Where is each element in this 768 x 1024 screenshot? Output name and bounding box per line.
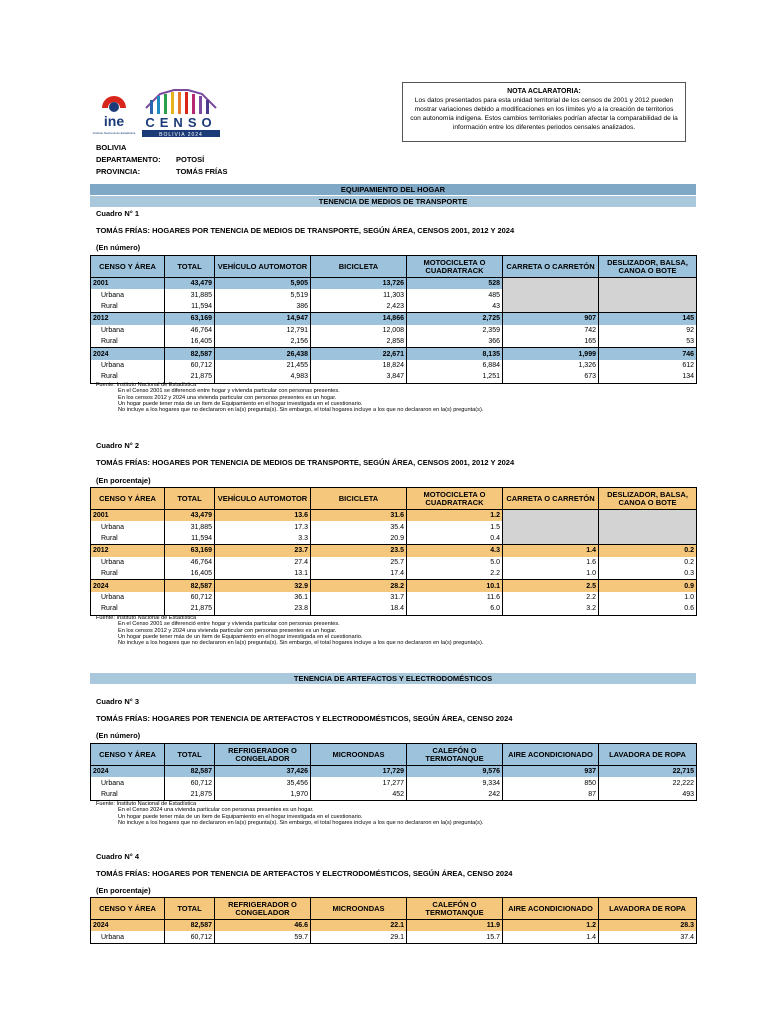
column-header: CARRETA O CARRETÓN [503, 488, 599, 510]
table-cell: 35.4 [311, 521, 407, 532]
table-cell: 25.7 [311, 557, 407, 568]
table-cell: 1,999 [503, 348, 599, 360]
table-cell: 2,725 [407, 313, 503, 325]
table-cell: 1,326 [503, 360, 599, 371]
table-cell: 16,405 [165, 336, 215, 348]
table-cell: 2024 [91, 348, 165, 360]
table-cell: Rural [91, 789, 165, 801]
table-cell: 60,712 [165, 592, 215, 603]
table-cell: 8,135 [407, 348, 503, 360]
table-cell [503, 278, 599, 290]
table-cell [503, 533, 599, 545]
table-cell: 15.7 [407, 931, 503, 943]
table-cell: 22.1 [311, 920, 407, 932]
table-cell: 17,277 [311, 777, 407, 788]
table-cell: 36.1 [215, 592, 311, 603]
table-group-row [91, 766, 697, 778]
column-header: TOTAL [165, 898, 215, 920]
column-header: CENSO Y ÁREA [91, 898, 165, 920]
ine-logo-text: ine [103, 113, 125, 129]
table-transport-percent [90, 487, 697, 616]
column-header: LAVADORA DE ROPA [599, 898, 697, 920]
table-cell: 82,587 [165, 920, 215, 932]
table-cell: 746 [599, 348, 697, 360]
table-row [91, 336, 697, 348]
table-cell: 87 [503, 789, 599, 801]
table-cell: 28.3 [599, 920, 697, 932]
table-appliances-number [90, 743, 697, 801]
table-cell: 2024 [91, 580, 165, 592]
table-cell: 14,866 [311, 313, 407, 325]
table-row [91, 931, 697, 943]
table-cell: 1.2 [503, 920, 599, 932]
table-cell: 16,405 [165, 568, 215, 580]
column-header: CENSO Y ÁREA [91, 744, 165, 766]
table-cell: 4,983 [215, 371, 311, 383]
table-cell: 10.1 [407, 580, 503, 592]
footnote-line: Un hogar puede tener más de un ítem de Equipamiento en el hogar investigada en el cuestionario. [118, 813, 363, 820]
cuadro-4-label: Cuadro N° 4 [96, 852, 140, 861]
table-cell: 21,875 [165, 789, 215, 801]
ine-logo-subtext: Instituto Nacional de Estadística [92, 131, 136, 135]
section-band-equipment: EQUIPAMIENTO DEL HOGAR [90, 184, 696, 195]
table-cell: 43,479 [165, 278, 215, 290]
footnote-line: Fuente: Instituto Nacional de Estadística [96, 615, 197, 621]
table-cell: Urbana [91, 777, 165, 788]
table-cell: 2024 [91, 766, 165, 778]
table-cell: 937 [503, 766, 599, 778]
table-cell: 2012 [91, 545, 165, 557]
table-cell [599, 278, 697, 290]
table-cell: 2,423 [311, 301, 407, 313]
table-cell: Urbana [91, 360, 165, 371]
table-cell: 11.9 [407, 920, 503, 932]
table-cell [599, 521, 697, 532]
column-header: VEHÍCULO AUTOMOTOR [215, 488, 311, 510]
cuadro-2-label: Cuadro N° 2 [96, 441, 140, 450]
table-cell: 6,884 [407, 360, 503, 371]
cuadro-1-title: TOMÁS FRÍAS: HOGARES POR TENENCIA DE MEDIOS DE TRANSPORTE, SEGÚN ÁREA, CENSOS 2001, 2012 Y 2024 [96, 226, 515, 235]
table-row [91, 521, 697, 532]
table-cell: 14,947 [215, 313, 311, 325]
table-cell: 23.7 [215, 545, 311, 557]
cuadro-3-unit: (En número) [96, 731, 141, 740]
cuadro-3-label: Cuadro N° 3 [96, 697, 140, 706]
column-header: MICROONDAS [311, 898, 407, 920]
column-header: DESLIZADOR, BALSA, CANOA O BOTE [599, 488, 697, 510]
table-cell: 46.6 [215, 920, 311, 932]
table-cell: 485 [407, 289, 503, 300]
column-header: TOTAL [165, 744, 215, 766]
table-cell: 46,764 [165, 557, 215, 568]
table-cell: Rural [91, 533, 165, 545]
footnote-line: En el Censo 2001 se diferenció entre hogar y vivienda particular con personas presentes. [118, 621, 340, 628]
table-cell: Rural [91, 301, 165, 313]
table-cell: 850 [503, 777, 599, 788]
table-cell: 452 [311, 789, 407, 801]
table-cell: 493 [599, 789, 697, 801]
table-cell: 32.9 [215, 580, 311, 592]
column-header: TOTAL [165, 256, 215, 278]
table-cell: 26,438 [215, 348, 311, 360]
censo-logo [140, 86, 222, 138]
footnote-appliances [96, 801, 483, 826]
table-cell: 28.2 [311, 580, 407, 592]
footnote-line: Un hogar puede tener más de un ítem de Equipamiento en el hogar investigada en el cuestionario. [118, 633, 363, 640]
section-band-appliances: TENENCIA DE ARTEFACTOS Y ELECTRODOMÉSTICOS [90, 673, 696, 684]
column-header: BICICLETA [311, 488, 407, 510]
table-cell: 23.5 [311, 545, 407, 557]
table-cell: 2001 [91, 278, 165, 290]
column-header: AIRE ACONDICIONADO [503, 744, 599, 766]
table-cell: 2024 [91, 920, 165, 932]
table-cell: 5,519 [215, 289, 311, 300]
location-header [96, 142, 228, 178]
table-cell: 31.6 [311, 510, 407, 522]
footnote-line: En el Censo 2024 una vivienda particular con personas presentes es un hogar. [118, 807, 314, 814]
table-cell: 907 [503, 313, 599, 325]
table-cell: 386 [215, 301, 311, 313]
table-cell: 18,824 [311, 360, 407, 371]
table-cell: 13,726 [311, 278, 407, 290]
table-cell [503, 301, 599, 313]
table-cell: 5,905 [215, 278, 311, 290]
table-row [91, 533, 697, 545]
table-cell: Urbana [91, 521, 165, 532]
table-cell [503, 510, 599, 522]
table-group-row [91, 510, 697, 522]
country: BOLIVIA [96, 143, 127, 152]
table-group-row [91, 313, 697, 325]
table-cell: 2.2 [503, 592, 599, 603]
table-cell: 17.4 [311, 568, 407, 580]
table-cell: 92 [599, 325, 697, 336]
table-cell: 31,885 [165, 289, 215, 300]
table-cell: 0.4 [407, 533, 503, 545]
table-cell: Urbana [91, 557, 165, 568]
cuadro-4-unit: (En porcentaje) [96, 886, 151, 895]
table-cell: 2,156 [215, 336, 311, 348]
table-cell: 1.2 [407, 510, 503, 522]
column-header: CARRETA O CARRETÓN [503, 256, 599, 278]
table-cell: 60,712 [165, 360, 215, 371]
dept-value: POTOSÍ [176, 155, 205, 164]
table-cell [599, 289, 697, 300]
prov-value: TOMÁS FRÍAS [176, 167, 228, 176]
table-cell: 22,222 [599, 777, 697, 788]
table-cell: 1.4 [503, 931, 599, 943]
ine-logo [92, 86, 136, 140]
table-cell: 35,456 [215, 777, 311, 788]
table-cell: 22,715 [599, 766, 697, 778]
table-cell: 22,671 [311, 348, 407, 360]
table-cell: 9,334 [407, 777, 503, 788]
footnote-line: En el Censo 2001 se diferenció entre hogar y vivienda particular con personas presentes. [118, 388, 340, 395]
table-cell: 43,479 [165, 510, 215, 522]
table-cell: 82,587 [165, 766, 215, 778]
cuadro-2-title: TOMÁS FRÍAS: HOGARES POR TENENCIA DE MEDIOS DE TRANSPORTE, SEGÚN ÁREA, CENSOS 2001, 2012 Y 2024 [96, 458, 515, 467]
table-cell: 242 [407, 789, 503, 801]
table-cell: 9,576 [407, 766, 503, 778]
table-cell: 63,169 [165, 545, 215, 557]
footnote-line: No incluye a los hogares que no declararon en la(s) pregunta(s). Sin embargo, el total hogares incluye a los que no declararon en la(s) pregunta(s). [118, 819, 484, 826]
table-cell: 37,426 [215, 766, 311, 778]
table-cell [599, 510, 697, 522]
table-cell: 59.7 [215, 931, 311, 943]
table-cell: 0.2 [599, 545, 697, 557]
table-cell: 60,712 [165, 777, 215, 788]
column-header: BICICLETA [311, 256, 407, 278]
table-cell: 12,008 [311, 325, 407, 336]
table-cell: 23.8 [215, 603, 311, 615]
table-cell: 3,847 [311, 371, 407, 383]
table-cell: 27.4 [215, 557, 311, 568]
column-header: CALEFÓN O TERMOTANQUE [407, 898, 503, 920]
table-cell: 742 [503, 325, 599, 336]
table-cell: 21,875 [165, 603, 215, 615]
table-cell: 18.4 [311, 603, 407, 615]
table-cell: 21,875 [165, 371, 215, 383]
table-cell: Rural [91, 371, 165, 383]
table-row [91, 325, 697, 336]
table-cell: 31,885 [165, 521, 215, 532]
section-band-transport: TENENCIA DE MEDIOS DE TRANSPORTE [90, 196, 696, 207]
note-title: NOTA ACLARATORIA: [507, 88, 581, 95]
table-cell: 13.6 [215, 510, 311, 522]
table-cell: Rural [91, 336, 165, 348]
table-cell: 2001 [91, 510, 165, 522]
table-cell: 2,858 [311, 336, 407, 348]
column-header: REFRIGERADOR O CONGELADOR [215, 898, 311, 920]
column-header: AIRE ACONDICIONADO [503, 898, 599, 920]
table-appliances-percent [90, 897, 697, 944]
table-cell: 528 [407, 278, 503, 290]
column-header: CENSO Y ÁREA [91, 256, 165, 278]
table-cell: 0.2 [599, 557, 697, 568]
column-header: LAVADORA DE ROPA [599, 744, 697, 766]
footnote-transport-1 [96, 382, 483, 413]
table-cell: 0.6 [599, 603, 697, 615]
footnote-line: No incluye a los hogares que no declararon en la(s) pregunta(s). Sin embargo, el total hogares incluye a los que no declararon en la(s) pregunta(s). [118, 407, 484, 414]
table-cell: 2,359 [407, 325, 503, 336]
cuadro-3-title: TOMÁS FRÍAS: HOGARES POR TENENCIA DE ARTEFACTOS Y ELECTRODOMÉSTICOS, SEGÚN ÁREA, CENSO 2024 [96, 714, 513, 723]
column-header: VEHÍCULO AUTOMOTOR [215, 256, 311, 278]
table-group-row [91, 278, 697, 290]
disclaimer-note [402, 82, 686, 142]
table-cell: 6.0 [407, 603, 503, 615]
table-cell: 63,169 [165, 313, 215, 325]
table-cell: 3.3 [215, 533, 311, 545]
cuadro-4-title: TOMÁS FRÍAS: HOGARES POR TENENCIA DE ARTEFACTOS Y ELECTRODOMÉSTICOS, SEGÚN ÁREA, CENSO 2024 [96, 869, 513, 878]
table-cell: 82,587 [165, 580, 215, 592]
table-group-row [91, 348, 697, 360]
table-cell: 17.3 [215, 521, 311, 532]
table-cell: 46,764 [165, 325, 215, 336]
table-row [91, 603, 697, 615]
table-cell: 20.9 [311, 533, 407, 545]
table-row [91, 289, 697, 300]
table-group-row [91, 545, 697, 557]
table-cell [503, 521, 599, 532]
table-cell: 29.1 [311, 931, 407, 943]
table-cell: 1,251 [407, 371, 503, 383]
table-group-row [91, 920, 697, 932]
table-cell: Urbana [91, 592, 165, 603]
table-cell: 2012 [91, 313, 165, 325]
table-row [91, 568, 697, 580]
table-row [91, 777, 697, 788]
table-row [91, 557, 697, 568]
column-header: CENSO Y ÁREA [91, 488, 165, 510]
table-cell: 31.7 [311, 592, 407, 603]
column-header: MOTOCICLETA O CUADRATRACK [407, 488, 503, 510]
table-cell: 165 [503, 336, 599, 348]
table-cell: 1.4 [503, 545, 599, 557]
table-cell: 82,587 [165, 348, 215, 360]
table-cell: Urbana [91, 931, 165, 943]
table-cell: 13.1 [215, 568, 311, 580]
column-header: CALEFÓN O TERMOTANQUE [407, 744, 503, 766]
table-group-row [91, 580, 697, 592]
table-cell [599, 533, 697, 545]
table-transport-number [90, 255, 697, 384]
table-row [91, 301, 697, 313]
table-cell: 3.2 [503, 603, 599, 615]
table-cell: 0.9 [599, 580, 697, 592]
footnote-line: Un hogar puede tener más de un ítem de Equipamiento en el hogar investigada en el cuestionario. [118, 400, 363, 407]
censo-logo-subtext: BOLIVIA 2024 [159, 131, 203, 138]
column-header: REFRIGERADOR O CONGELADOR [215, 744, 311, 766]
dept-label: DEPARTAMENTO: [96, 155, 161, 164]
table-cell: 4.3 [407, 545, 503, 557]
table-cell: Urbana [91, 289, 165, 300]
cuadro-1-unit: (En número) [96, 243, 141, 252]
footnote-line: En los censos 2012 y 2024 una vivienda particular con personas presentes es un hogar. [118, 627, 337, 634]
table-cell: Rural [91, 568, 165, 580]
table-cell: 37.4 [599, 931, 697, 943]
table-cell: 43 [407, 301, 503, 313]
footnote-line: No incluye a los hogares que no declararon en la(s) pregunta(s). Sin embargo, el total hogares incluye a los que no declararon en la(s) pregunta(s). [118, 640, 484, 647]
footnote-line: En los censos 2012 y 2024 una vivienda particular con personas presentes es un hogar. [118, 394, 337, 401]
table-cell: 2.2 [407, 568, 503, 580]
table-cell: 1,970 [215, 789, 311, 801]
table-cell: 366 [407, 336, 503, 348]
table-cell: 5.0 [407, 557, 503, 568]
table-cell: 11,303 [311, 289, 407, 300]
column-header: TOTAL [165, 488, 215, 510]
table-cell: 134 [599, 371, 697, 383]
cuadro-2-unit: (En porcentaje) [96, 476, 151, 485]
table-cell [503, 289, 599, 300]
note-text: Los datos presentados para esta unidad territorial de los censos de 2001 y 2012 pueden mostrar variaciones debido a modificaciones en los límites y/o a la creación de territorios con autonomía indígena. Estos cambios territoriales podrían afectar la comparabilidad de la información entre los diferentes periodos censales analizados. [410, 97, 678, 131]
footnote-line: Fuente: Instituto Nacional de Estadística [96, 801, 197, 807]
table-cell: 1.6 [503, 557, 599, 568]
table-cell: 60,712 [165, 931, 215, 943]
column-header: MICROONDAS [311, 744, 407, 766]
table-cell: 53 [599, 336, 697, 348]
table-cell: 673 [503, 371, 599, 383]
table-cell: 1.5 [407, 521, 503, 532]
table-cell: 11,594 [165, 533, 215, 545]
table-cell [599, 301, 697, 313]
column-header: MOTOCICLETA O CUADRATRACK [407, 256, 503, 278]
footnote-line: Fuente: Instituto Nacional de Estadística [96, 382, 197, 388]
table-cell: Rural [91, 603, 165, 615]
table-cell: 612 [599, 360, 697, 371]
table-cell: 1.0 [503, 568, 599, 580]
footnote-transport-2 [96, 615, 483, 646]
table-cell: 145 [599, 313, 697, 325]
table-row [91, 360, 697, 371]
table-cell: 12,791 [215, 325, 311, 336]
table-row [91, 789, 697, 801]
table-cell: 0.3 [599, 568, 697, 580]
column-header: DESLIZADOR, BALSA, CANOA O BOTE [599, 256, 697, 278]
table-cell: 11,594 [165, 301, 215, 313]
censo-logo-text: CENSO [145, 115, 217, 130]
table-cell: 2.5 [503, 580, 599, 592]
table-cell: 11.6 [407, 592, 503, 603]
cuadro-1-label: Cuadro N° 1 [96, 209, 140, 218]
table-cell: 17,729 [311, 766, 407, 778]
prov-label: PROVINCIA: [96, 167, 141, 176]
table-cell: Urbana [91, 325, 165, 336]
table-cell: 21,455 [215, 360, 311, 371]
table-cell: 1.0 [599, 592, 697, 603]
table-row [91, 592, 697, 603]
